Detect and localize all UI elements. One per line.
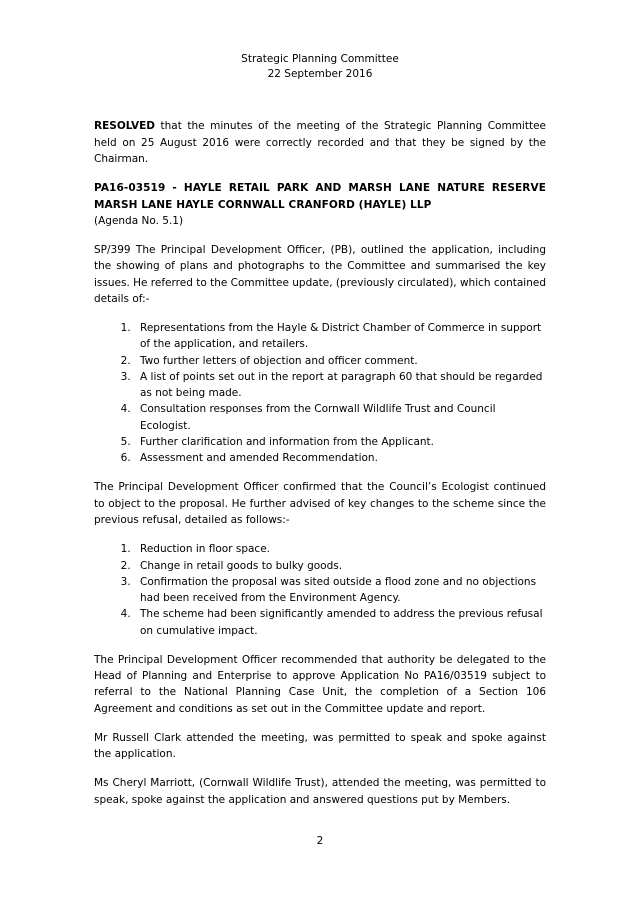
document-body (94, 82, 546, 808)
paragraph-speaker-clark: Mr Russell Clark attended the meeting, was permitted to speak and spoke against the application. (94, 731, 546, 761)
list-item: 1. Representations from the Hayle & District Chamber of Commerce in support of the application, and retailers. (134, 320, 546, 353)
resolved-label: RESOLVED (94, 120, 156, 133)
list-item: 3. A list of points set out in the report at paragraph 60 that should be regarded as not being made. (134, 369, 546, 402)
header-meeting-date: 22 September 2016 (267, 68, 373, 81)
paragraph-ecologist: The Principal Development Officer confirmed that the Council’s Ecologist continued to object to the proposal. He further advised of key changes to the scheme since the previous refusal, detailed as follows:- (94, 481, 546, 527)
paragraph-speaker-marriott: Ms Cheryl Marriott, (Cornwall Wildlife Trust), attended the meeting, was permitted to speak, spoke against the application and answered questions put by Members. (94, 777, 546, 806)
paragraph-sp399: SP/399 The Principal Development Officer, (PB), outlined the application, including the showing of plans and photographs to the Committee and summarised the key issues. He referred to the Committee update, (previously circulated), which contained details of:- (94, 244, 546, 305)
scheme-changes-list (94, 541, 546, 639)
list-item: 5. Further clarification and information from the Applicant. (134, 434, 546, 450)
list-item: 3. Confirmation the proposal was sited outside a flood zone and no objections had been received from the Environment Agency. (134, 574, 546, 607)
committee-update-list (94, 320, 546, 466)
paragraph-recommendation: The Principal Development Officer recommended that authority be delegated to the Head of Planning and Enterprise to approve Application No PA16/03519 subject to referral to the National Planning Case Unit, the completion of a Section 106 Agreement and conditions as set out in the Committee update and report. (94, 653, 546, 715)
list-item: 4. Consultation responses from the Cornwall Wildlife Trust and Council Ecologist. (134, 401, 546, 434)
resolved-paragraph (94, 118, 546, 167)
page-header (0, 0, 640, 82)
agenda-number: (Agenda No. 5.1) (94, 214, 184, 227)
application-heading: PA16-03519 - HAYLE RETAIL PARK AND MARSH LANE NATURE RESERVE MARSH LANE HAYLE CORNWALL CRANFORD (HAYLE) LLP (94, 182, 546, 211)
page-number: 2 (316, 835, 324, 847)
list-item: 2. Change in retail goods to bulky goods. (134, 558, 546, 574)
list-item: 2. Two further letters of objection and officer comment. (134, 353, 546, 369)
list-item: 6. Assessment and amended Recommendation. (134, 450, 546, 466)
list-item: 1. Reduction in floor space. (134, 541, 546, 557)
list-item: 4. The scheme had been significantly amended to address the previous refusal on cumulative impact. (134, 606, 546, 639)
resolved-text: that the minutes of the meeting of the Strategic Planning Committee held on 25 August 2016 were correctly recorded and that they be signed by the Chairman. (94, 120, 546, 165)
header-committee-name: Strategic Planning Committee (241, 53, 399, 65)
